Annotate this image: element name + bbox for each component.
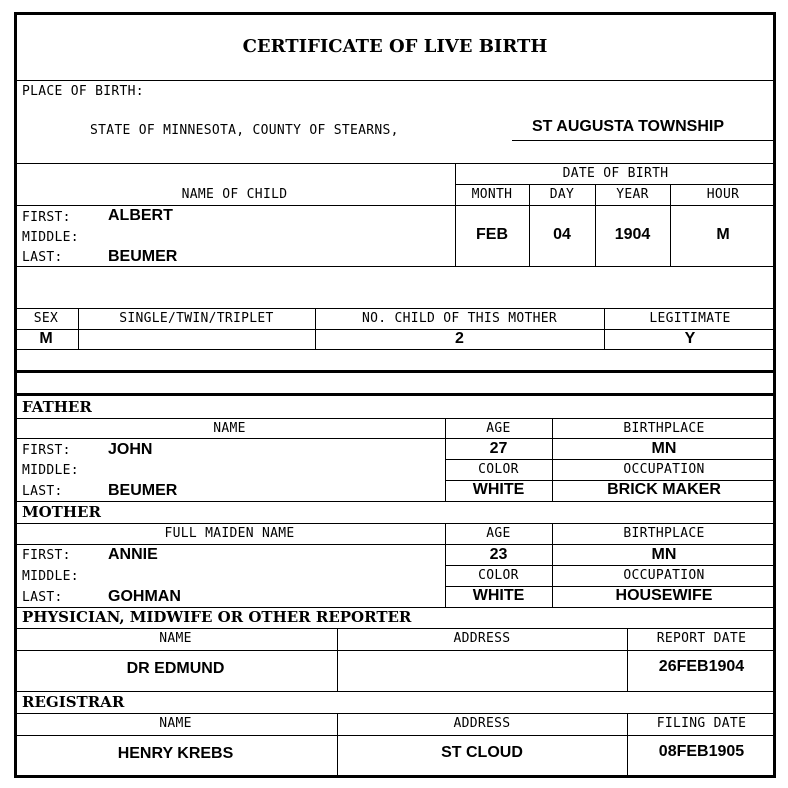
mother-birthplace-label: BIRTHPLACE [623, 526, 705, 541]
divider [14, 308, 776, 309]
child-number-label: NO. CHILD OF THIS MOTHER [361, 311, 558, 326]
child-last-label: LAST: [22, 250, 63, 265]
divider [445, 565, 776, 566]
birth-month-value: FEB [476, 226, 508, 243]
sex-label: SEX [33, 311, 59, 326]
mother-last-label: LAST: [22, 590, 63, 605]
mother-occupation-label: OCCUPATION [623, 568, 705, 583]
divider [14, 438, 776, 439]
divider [14, 80, 776, 81]
mother-name-header: FULL MAIDEN NAME [164, 526, 295, 541]
divider [14, 713, 776, 714]
child-number-value: 2 [455, 330, 464, 347]
birth-day-value: 04 [553, 226, 571, 243]
date-of-birth-header: DATE OF BIRTH [562, 166, 669, 181]
mother-color-label: COLOR [478, 568, 519, 583]
registrar-name-value: HENRY KREBS [117, 745, 234, 762]
mother-first-name: ANNIE [108, 546, 158, 563]
mother-age-value: 23 [489, 546, 508, 563]
registrar-section-title: REGISTRAR [22, 693, 125, 711]
father-last-name: BEUMER [108, 482, 178, 499]
mother-color-value: WHITE [472, 587, 525, 604]
father-birthplace-label: BIRTHPLACE [623, 421, 705, 436]
mother-occupation-value: HOUSEWIFE [615, 587, 713, 604]
mother-birthplace-value: MN [651, 546, 677, 563]
child-middle-label: MIDDLE: [22, 230, 79, 245]
township-underline [512, 140, 774, 141]
child-last-name: BEUMER [108, 248, 178, 265]
legitimate-label: LEGITIMATE [649, 311, 731, 326]
plurality-label: SINGLE/TWIN/TRIPLET [119, 311, 274, 326]
physician-address-label: ADDRESS [453, 631, 511, 646]
father-last-label: LAST: [22, 484, 63, 499]
divider [14, 628, 776, 629]
father-section-title: FATHER [22, 398, 92, 416]
divider [14, 266, 776, 267]
divider [14, 544, 776, 545]
father-first-name: JOHN [108, 441, 153, 458]
name-of-child-header: NAME OF CHILD [181, 187, 288, 202]
hour-label: HOUR [706, 187, 740, 202]
report-date-value: 26FEB1904 [658, 658, 745, 675]
divider [14, 205, 776, 206]
filing-date-value: 08FEB1905 [658, 743, 745, 760]
physician-name-value: DR EDMUND [126, 660, 225, 677]
divider [14, 349, 776, 350]
sex-value: M [39, 330, 53, 347]
divider [14, 501, 776, 502]
divider [14, 418, 776, 419]
divider [445, 459, 776, 460]
divider [14, 329, 776, 330]
divider [14, 650, 776, 651]
divider [455, 184, 776, 185]
day-label: DAY [549, 187, 575, 202]
father-name-header: NAME [213, 421, 246, 436]
month-label: MONTH [471, 187, 513, 202]
physician-section-title: PHYSICIAN, MIDWIFE OR OTHER REPORTER [22, 608, 412, 626]
birth-hour-value: M [716, 226, 730, 243]
legitimate-value: Y [684, 330, 696, 347]
divider [14, 691, 776, 692]
father-first-label: FIRST: [22, 443, 71, 458]
father-color-label: COLOR [478, 462, 519, 477]
place-of-birth-label: PLACE OF BIRTH: [22, 84, 144, 99]
divider [14, 523, 776, 524]
mother-middle-label: MIDDLE: [22, 569, 79, 584]
mother-first-label: FIRST: [22, 548, 71, 563]
divider [14, 370, 776, 373]
township-value: ST AUGUSTA TOWNSHIP [532, 118, 724, 135]
report-date-label: REPORT DATE [656, 631, 747, 646]
registrar-address-value: ST CLOUD [441, 744, 523, 761]
father-age-label: AGE [486, 421, 511, 436]
divider [14, 163, 776, 164]
mother-section-title: MOTHER [22, 503, 101, 521]
father-age-value: 27 [489, 440, 508, 457]
divider [14, 393, 776, 396]
child-first-name: ALBERT [108, 207, 173, 224]
mother-last-name: GOHMAN [108, 588, 181, 605]
birth-year-value: 1904 [614, 226, 651, 243]
father-color-value: WHITE [472, 481, 525, 498]
state-county-text: STATE OF MINNESOTA, COUNTY OF STEARNS, [90, 123, 399, 138]
divider [14, 735, 776, 736]
father-middle-label: MIDDLE: [22, 463, 79, 478]
physician-name-label: NAME [159, 631, 192, 646]
mother-age-label: AGE [486, 526, 511, 541]
registrar-name-label: NAME [159, 716, 192, 731]
father-occupation-value: BRICK MAKER [607, 481, 721, 498]
page-title: CERTIFICATE OF LIVE BIRTH [242, 36, 548, 57]
father-occupation-label: OCCUPATION [623, 462, 705, 477]
child-first-label: FIRST: [22, 210, 71, 225]
father-birthplace-value: MN [651, 440, 677, 457]
registrar-address-label: ADDRESS [453, 716, 511, 731]
filing-date-label: FILING DATE [656, 716, 747, 731]
year-label: YEAR [616, 187, 649, 202]
